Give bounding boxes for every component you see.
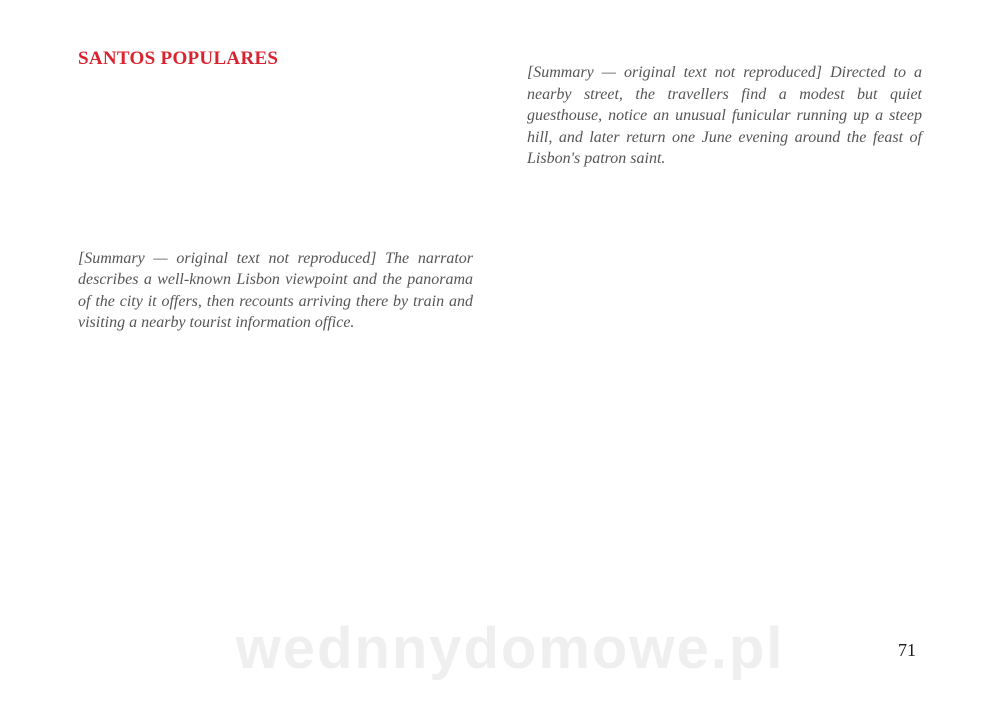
page-number: 71: [898, 640, 916, 660]
right-column: [527, 48, 922, 170]
left-column: [78, 48, 473, 334]
left-column-summary: [Summary — original text not reproduced] The narrator describes a well-known Lisbon viewpoint and the panorama of the city it offers, then recounts arriving there by train and visiting a nearby tourist information office.: [78, 249, 473, 332]
section-heading: SANTOS POPULARES: [78, 48, 279, 69]
watermark: wednnydomowe.pl: [235, 616, 785, 681]
right-column-summary: [Summary — original text not reproduced] Directed to a nearby street, the travellers find a modest but quiet guesthouse, notice an unusual funicular running up a steep hill, and later return one June evening around the feast of Lisbon's patron saint.: [527, 64, 922, 168]
